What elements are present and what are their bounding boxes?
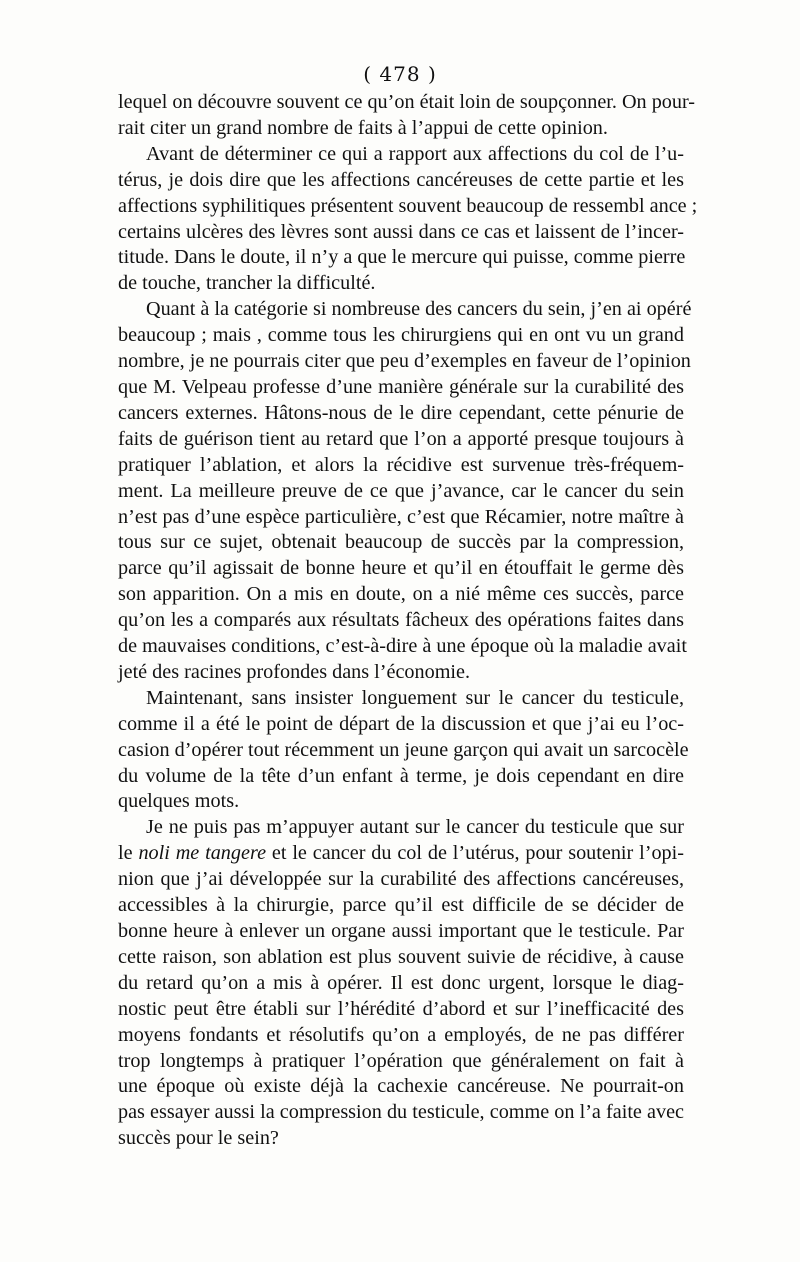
text-line: tous sur ce sujet, obtenait beaucoup de succès par la compression, xyxy=(118,531,684,554)
text-line: Je ne puis pas m’appuyer autant sur le cancer du testicule que sur xyxy=(146,816,684,839)
text-line: titude. Dans le doute, il n’y a que le mercure qui puisse, comme pierre xyxy=(118,246,686,269)
text-line: pratiquer l’ablation, et alors la récidive est survenue très-fréquem- xyxy=(118,453,684,476)
text-line: affections syphilitiques présentent souvent beaucoup de ressembl ance ; xyxy=(118,194,698,217)
text-line: lequel on découvre souvent ce qu’on était loin de soupçonner. On pour- xyxy=(118,91,696,113)
text-line: casion d’opérer tout récemment un jeune garçon qui avait un sarcocèle xyxy=(118,738,689,761)
text-line: certains ulcères des lèvres sont aussi dans ce cas et laissent de l’incer- xyxy=(118,220,684,243)
paragraph xyxy=(118,686,689,816)
italic-phrase: noli me tangere xyxy=(138,842,267,865)
text-line: comme il a été le point de départ de la discussion et que j’ai eu l’oc- xyxy=(118,712,684,735)
paragraph xyxy=(118,90,696,142)
text-line: cette raison, son ablation est plus souvent suivie de récidive, à cause xyxy=(118,945,684,968)
text-line: faits de guérison tient au retard que l’on a apporté presque toujours à xyxy=(118,427,684,450)
text-line: succès pour le sein? xyxy=(118,1127,279,1150)
text-line: accessibles à la chirurgie, parce qu’il est difficile de se décider de xyxy=(118,894,684,917)
text-line: pas essayer aussi la compression du testicule, comme on l’a faite avec xyxy=(118,1101,684,1124)
text-line: moyens fondants et résolutifs qu’on a employés, de ne pas différer xyxy=(118,1023,684,1046)
text-line: une époque où existe déjà la cachexie cancéreuse. Ne pourrait-on xyxy=(118,1075,684,1098)
text-line: le noli me tangere et le cancer du col de l’utérus, pour soutenir l’opi- xyxy=(118,842,684,865)
body-text xyxy=(118,90,698,1152)
text-line: trop longtemps à pratiquer l’opération que généralement on fait à xyxy=(118,1049,684,1072)
text-line: rait citer un grand nombre de faits à l’appui de cette opinion. xyxy=(118,116,608,139)
text-line: ment. La meilleure preuve de ce que j’avance, car le cancer du sein xyxy=(118,479,684,502)
text-line: du retard qu’on a mis à opérer. Il est donc urgent, lorsque le diag- xyxy=(118,971,684,994)
page-number: ( 478 ) xyxy=(363,62,437,86)
text-line: térus, je dois dire que les affections cancéreuses de cette partie et les xyxy=(118,168,684,191)
text-line: Avant de déterminer ce qui a rapport aux affections du col de l’u- xyxy=(146,142,684,165)
text-line: nombre, je ne pourrais citer que peu d’exemples en faveur de l’opinion xyxy=(118,350,691,373)
text-line: de mauvaises conditions, c’est-à-dire à une époque où la maladie avait xyxy=(118,635,687,658)
text-line: bonne heure à enlever un organe aussi important que le testicule. Par xyxy=(118,920,684,942)
text-line: n’est pas d’une espèce particulière, c’est que Récamier, notre maître à xyxy=(118,505,684,528)
text-line: Quant à la catégorie si nombreuse des cancers du sein, j’en ai opéré xyxy=(146,298,692,321)
text-line: parce qu’il agissait de bonne heure et qu’il en étouffait le germe dès xyxy=(118,557,684,580)
text-line: de touche, trancher la difficulté. xyxy=(118,272,376,295)
text-line: Maintenant, sans insister longuement sur le cancer du testicule, xyxy=(146,686,684,709)
text-line: qu’on les a comparés aux résultats fâcheux des opérations faites dans xyxy=(118,609,684,632)
text-line: nion que j’ai développée sur la curabilité des affections cancéreuses, xyxy=(118,868,684,891)
paragraph xyxy=(118,142,698,297)
text-line: nostic peut être établi sur l’hérédité d’abord et sur l’inefficacité des xyxy=(118,997,684,1020)
text-line: beaucoup ; mais , comme tous les chirurgiens qui en ont vu un grand xyxy=(118,324,684,347)
text-line: jeté des racines profondes dans l’économie. xyxy=(118,660,471,683)
text-line: quelques mots. xyxy=(118,790,240,813)
text-line: du volume de la tête d’un enfant à terme, je dois cependant en dire xyxy=(118,764,684,787)
paragraph xyxy=(118,815,684,1152)
text-line: cancers externes. Hâtons-nous de le dire cependant, cette pénurie de xyxy=(118,401,684,424)
paragraph xyxy=(118,297,692,686)
text-line: son apparition. On a mis en doute, on a nié même ces succès, parce xyxy=(118,583,684,606)
text-line: que M. Velpeau professe d’une manière générale sur la curabilité des xyxy=(118,375,684,398)
